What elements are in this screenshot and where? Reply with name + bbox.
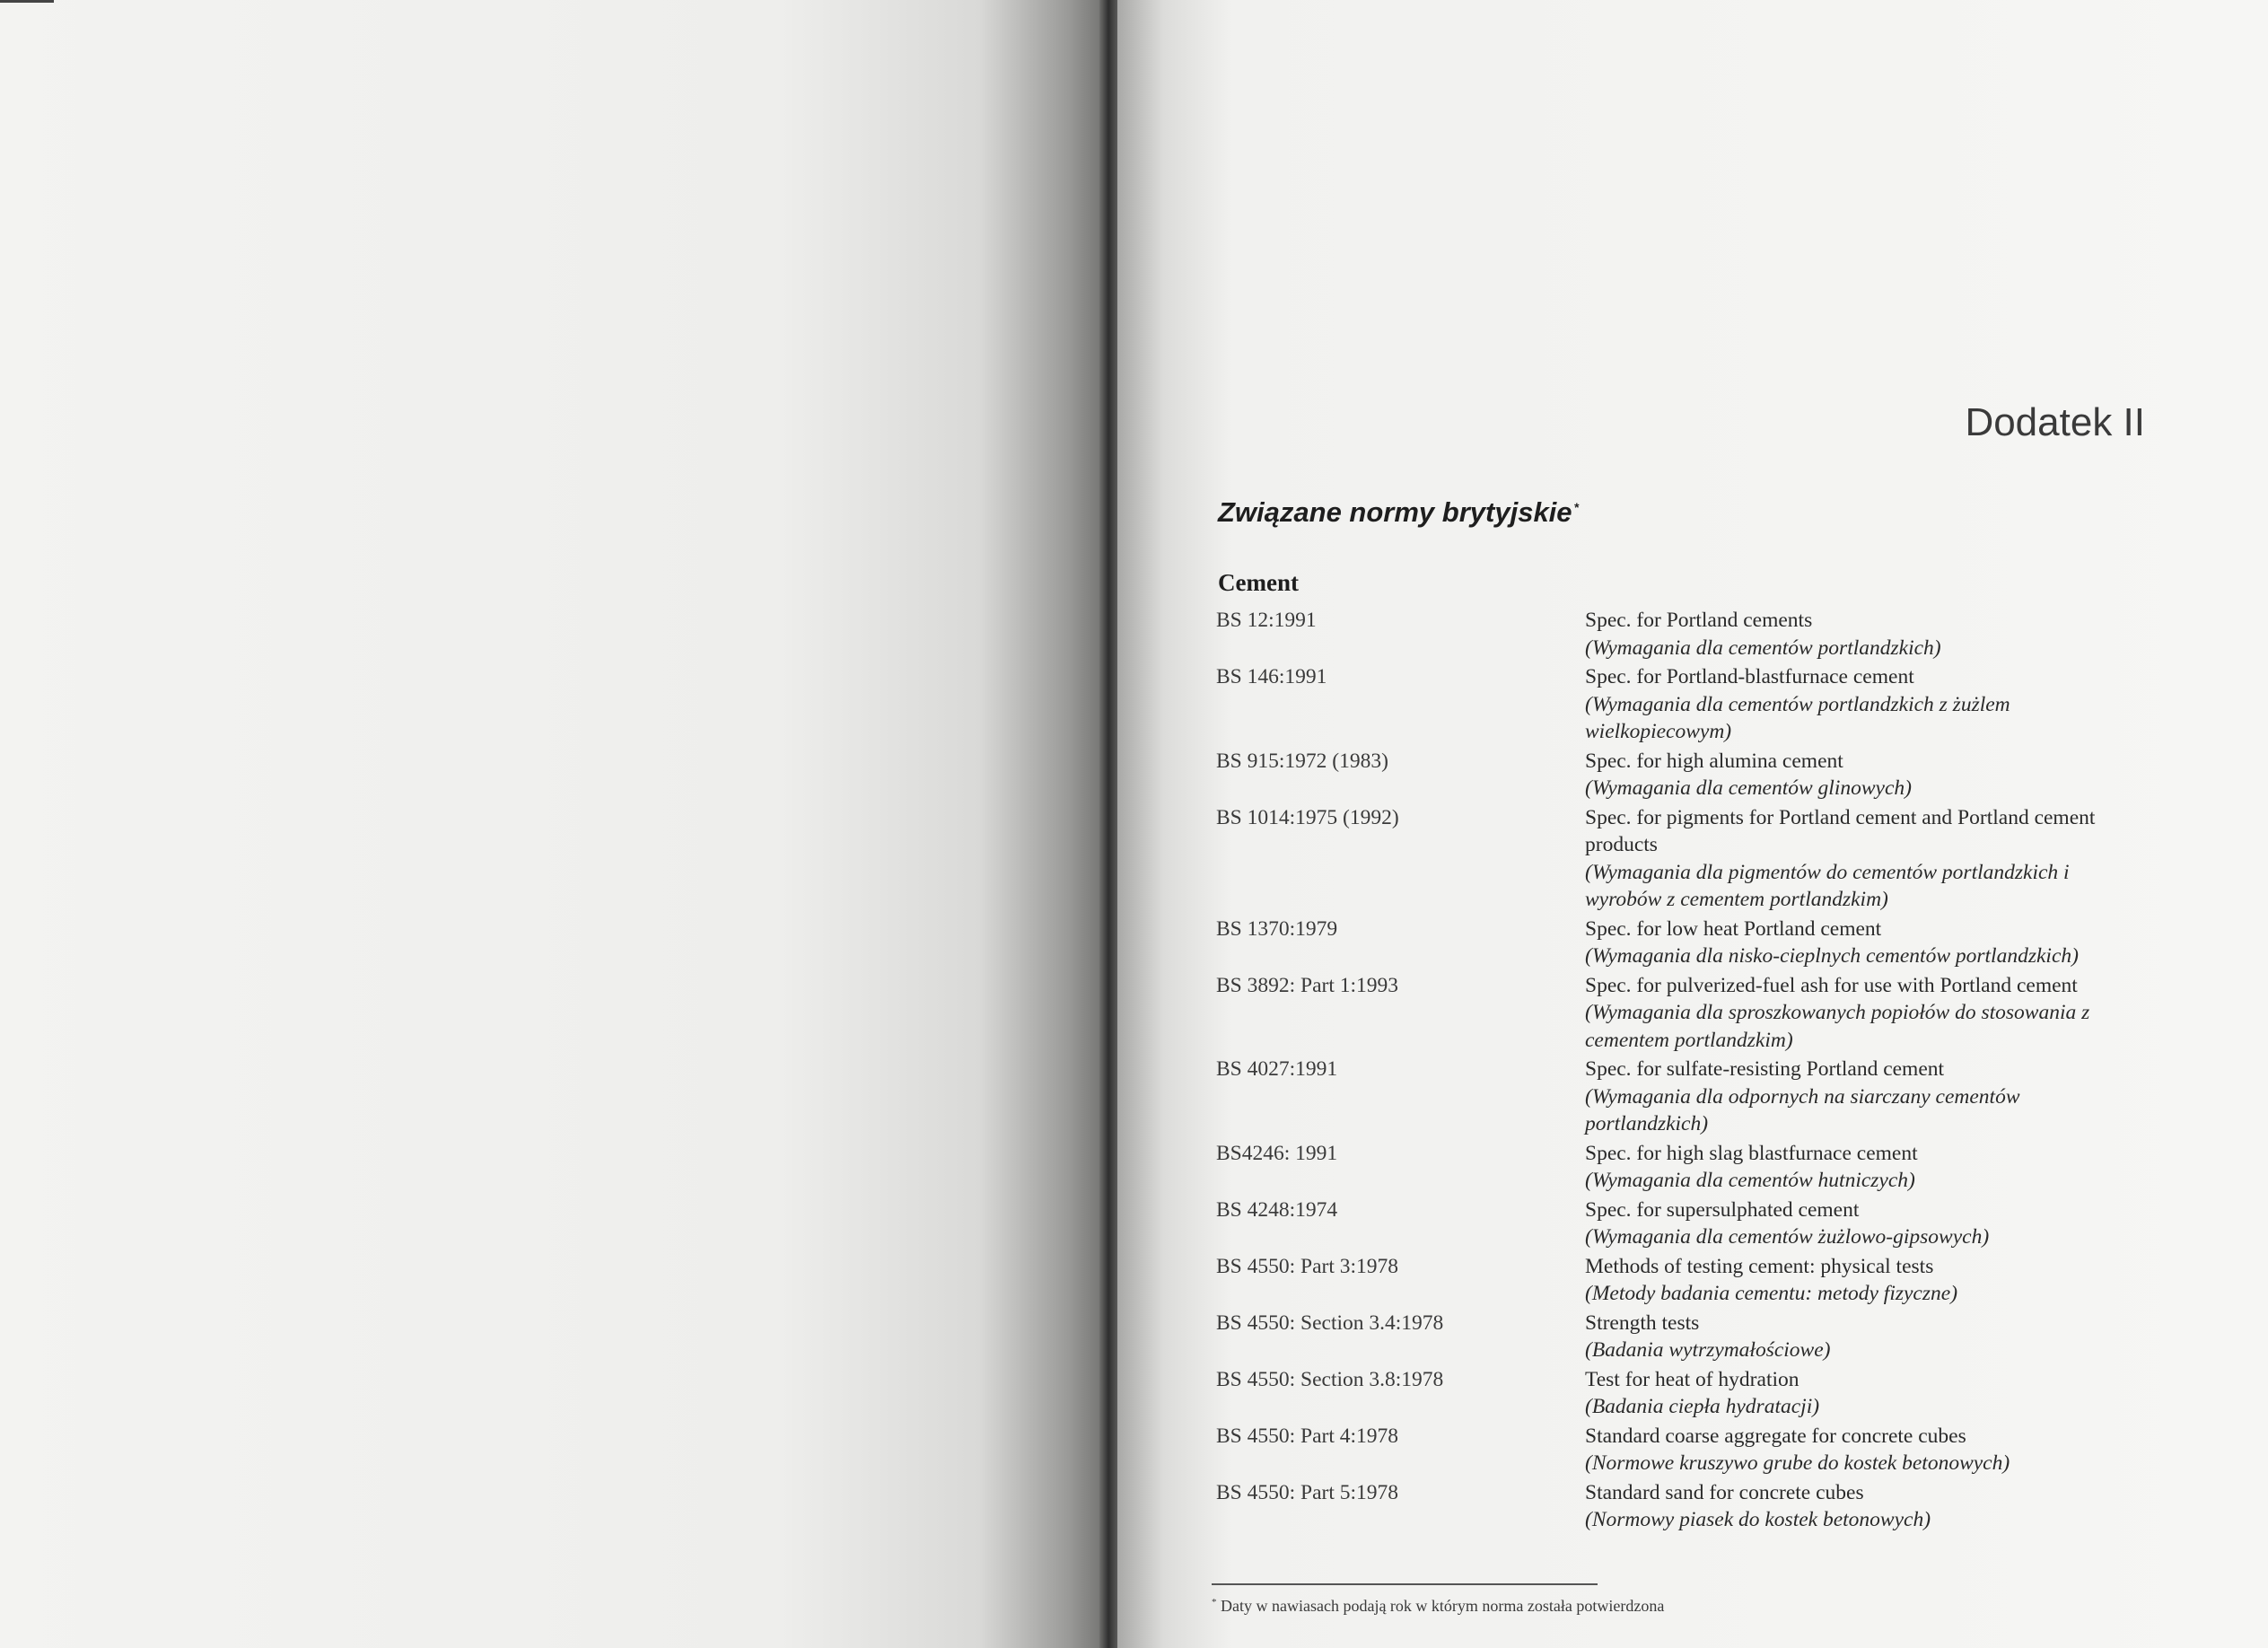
standard-code: BS 4550: Part 4:1978 <box>1216 1424 1399 1448</box>
standard-entry <box>1216 1056 2114 1138</box>
standard-title-en: Spec. for supersulphated cement <box>1585 1197 1860 1222</box>
standard-title-pl: (Badania wytrzymałościowe) <box>1585 1338 1831 1362</box>
standard-entry <box>1216 1253 2114 1308</box>
standard-entry <box>1216 1310 2114 1364</box>
standard-code: BS 1014:1975 (1992) <box>1216 805 1399 829</box>
standard-description <box>1585 1479 2114 1534</box>
standard-title-pl: (Wymagania dla cementów portlandzkich z żużlem wielkopiecowym) <box>1585 692 2010 743</box>
standard-title-pl: (Wymagania dla pigmentów do cementów portlandzkich i wyrobów z cementem portlandzkim) <box>1585 860 2070 911</box>
standard-code: BS 4027:1991 <box>1216 1057 1338 1081</box>
standard-code: BS 4550: Part 5:1978 <box>1216 1480 1399 1504</box>
standard-description <box>1585 1140 2114 1195</box>
standard-entry <box>1216 1140 2114 1195</box>
standard-title-pl: (Wymagania dla odpornych na siarczany cementów portlandzkich) <box>1585 1084 2020 1135</box>
standard-title-en: Spec. for pulverized-fuel ash for use with Portland cement <box>1585 973 2078 997</box>
standard-title-en: Spec. for Portland cements <box>1585 609 1813 632</box>
page-edge-mark <box>0 0 54 3</box>
standard-description <box>1585 1253 2114 1308</box>
standard-description <box>1585 804 2114 914</box>
standard-description <box>1585 1197 2114 1251</box>
standard-title-pl: (Wymagania dla cementów hutniczych) <box>1585 1169 1915 1192</box>
standard-title-en: Spec. for sulfate-resisting Portland cement <box>1585 1057 1945 1081</box>
standard-title-en: Strength tests <box>1585 1311 1700 1335</box>
standard-code: BS4246: 1991 <box>1216 1141 1338 1165</box>
standard-description <box>1585 916 2114 970</box>
standard-title-pl: (Normowy piasek do kostek betonowych) <box>1585 1508 1931 1531</box>
book-spine <box>1099 0 1117 1648</box>
footnote-rule <box>1212 1583 1598 1585</box>
standard-entry <box>1216 972 2114 1055</box>
standard-description <box>1585 748 2114 802</box>
standard-title-pl: (Normowe kruszywo grube do kostek betonowych) <box>1585 1451 2010 1475</box>
footnote <box>1212 1597 1664 1616</box>
standard-code: BS 146:1991 <box>1216 665 1327 688</box>
standard-description <box>1585 1056 2114 1138</box>
standard-title-pl: (Wymagania dla cementów glinowych) <box>1585 776 1912 800</box>
footnote-marker: * <box>1212 1597 1217 1608</box>
standard-title-en: Spec. for pigments for Portland cement and Portland cement products <box>1585 805 2096 856</box>
standard-entry <box>1216 1197 2114 1251</box>
standard-title-pl: (Metody badania cementu: metody fizyczne) <box>1585 1282 1958 1305</box>
standard-description <box>1585 1310 2114 1364</box>
standard-title-pl: (Wymagania dla nisko-cieplnych cementów portlandzkich) <box>1585 944 2079 968</box>
standard-code: BS 915:1972 (1983) <box>1216 749 1388 773</box>
standard-entry <box>1216 748 2114 802</box>
section-heading-text: Związane normy brytyjskie <box>1218 496 1572 528</box>
standard-description <box>1585 663 2114 746</box>
standard-entry <box>1216 1366 2114 1421</box>
standard-description <box>1585 972 2114 1055</box>
standard-title-pl: (Wymagania dla cementów portlandzkich) <box>1585 636 1941 660</box>
chapter-title: Dodatek II <box>1965 400 2145 444</box>
left-page <box>0 0 1113 1648</box>
standard-entry <box>1216 1479 2114 1534</box>
standard-title-en: Standard coarse aggregate for concrete cubes <box>1585 1424 1966 1448</box>
standard-title-en: Test for heat of hydration <box>1585 1367 1800 1391</box>
footnote-marker: * <box>1573 499 1579 514</box>
standard-title-en: Spec. for high slag blastfurnace cement <box>1585 1141 1918 1165</box>
standard-entry <box>1216 1423 2114 1477</box>
standard-code: BS 12:1991 <box>1216 609 1317 632</box>
standard-description <box>1585 1366 2114 1421</box>
standard-description <box>1585 607 2114 662</box>
standard-title-en: Methods of testing cement: physical tests <box>1585 1254 1934 1278</box>
standard-title-en: Spec. for high alumina cement <box>1585 749 1843 773</box>
standard-code: BS 4550: Section 3.8:1978 <box>1216 1367 1444 1391</box>
standard-code: BS 1370:1979 <box>1216 916 1338 941</box>
section-heading <box>1218 496 1579 529</box>
category-heading: Cement <box>1218 569 1299 596</box>
standard-title-pl: (Wymagania dla sproszkowanych popiołów do stosowania z cementem portlandzkim) <box>1585 1001 2090 1052</box>
standard-description <box>1585 1423 2114 1477</box>
standard-title-en: Spec. for low heat Portland cement <box>1585 916 1882 941</box>
standard-entry <box>1216 916 2114 970</box>
standard-title-pl: (Wymagania dla cementów żużlowo-gipsowych) <box>1585 1225 1990 1249</box>
standard-title-en: Standard sand for concrete cubes <box>1585 1480 1864 1504</box>
standard-code: BS 4248:1974 <box>1216 1197 1338 1222</box>
footnote-text: Daty w nawiasach podają rok w którym norma została potwierdzona <box>1221 1597 1665 1615</box>
standard-code: BS 4550: Part 3:1978 <box>1216 1254 1399 1278</box>
standard-code: BS 4550: Section 3.4:1978 <box>1216 1311 1444 1335</box>
standard-entry <box>1216 663 2114 746</box>
standard-entry <box>1216 804 2114 914</box>
standard-title-pl: (Badania ciepła hydratacji) <box>1585 1395 1820 1418</box>
standard-title-en: Spec. for Portland-blastfurnace cement <box>1585 665 1914 688</box>
standards-list <box>1216 607 2114 1534</box>
standard-entry <box>1216 607 2114 662</box>
standard-code: BS 3892: Part 1:1993 <box>1216 973 1399 997</box>
